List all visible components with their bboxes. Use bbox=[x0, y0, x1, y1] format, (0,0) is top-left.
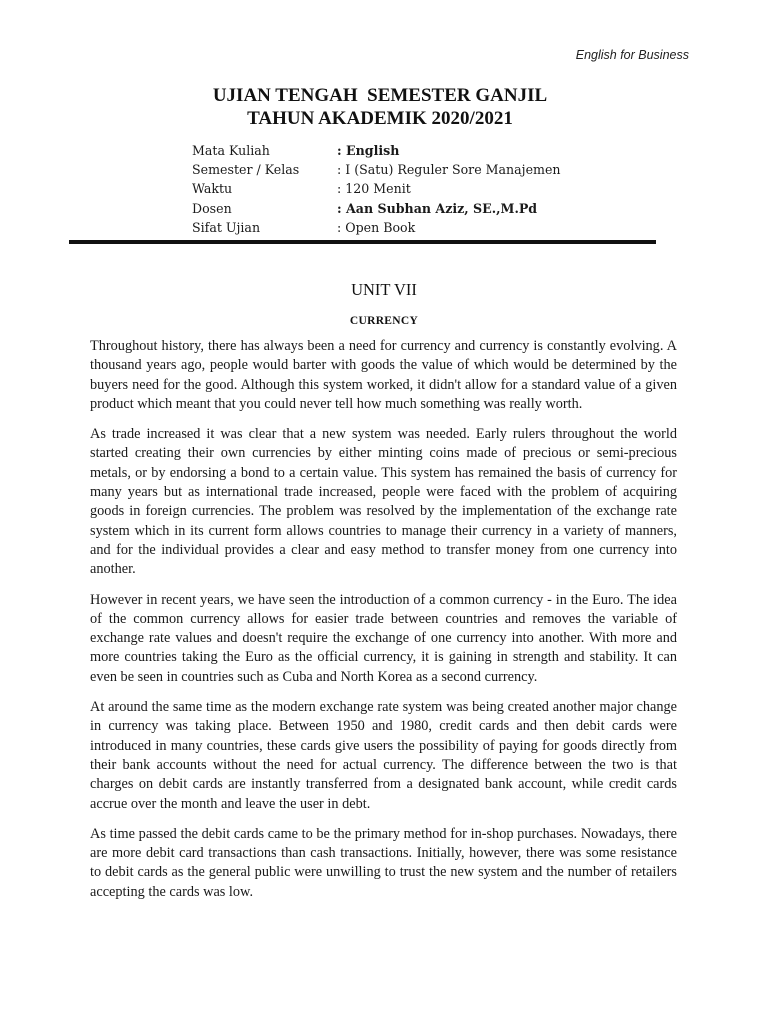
info-row-time bbox=[192, 179, 561, 198]
paragraph: As trade increased it was clear that a new system was needed. Early rulers throughout the world started creating their own currencies by either minting coins made of precious or semi-precious metals, or by endorsing a bond to a certain value. This system has remained the basis of currency for many years but as international trade increased, people were faced with the problem of acquiring goods in foreign currencies. The problem was resolved by the implementation of the exchange rate system which in its current form allows countries to manage their currency in a variety of manners, and for the individual provides a clear and easy method to transfer money from one currency into another. bbox=[90, 426, 677, 578]
info-row-exam-type bbox=[192, 218, 561, 237]
info-label: Sifat Ujian bbox=[192, 219, 261, 235]
info-label: Semester / Kelas bbox=[192, 162, 300, 178]
running-header: English for Business bbox=[575, 48, 689, 62]
info-value: : 120 Menit bbox=[337, 181, 411, 197]
article-body bbox=[90, 337, 677, 913]
info-value: : Aan Subhan Aziz, SE.,M.Pd bbox=[337, 200, 538, 216]
info-row-course bbox=[192, 141, 561, 160]
exam-title-line-1: UJIAN TENGAH SEMESTER GANJIL bbox=[212, 85, 548, 106]
unit-title: UNIT VII bbox=[351, 280, 417, 299]
exam-title-line-2: TAHUN AKADEMIK 2020/2021 bbox=[247, 108, 513, 129]
info-value: : Open Book bbox=[337, 219, 416, 235]
paragraph: At around the same time as the modern exchange rate system was being created another major change in currency was taking place. Between 1950 and 1980, credit cards and then debit cards were introduced in many countries, these cards give users the possibility of paying for goods directly from their bank accounts without the need for actual currency. The difference between the two is that charges on debit cards are instantly transferred from a designated bank account, while credit cards accrue over the month and leave the user in debt. bbox=[90, 699, 677, 812]
info-row-semester bbox=[192, 160, 561, 179]
exam-info-table bbox=[192, 141, 561, 237]
paragraph: As time passed the debit cards came to be the primary method for in-shop purchases. Nowadays, there are more debit card transactions than cash transactions. Initially, however, there was some resistance to debit cards as the general public were unwilling to trust the new system and the number of retailers accepting the cards was low. bbox=[90, 825, 677, 900]
info-value: : I (Satu) Reguler Sore Manajemen bbox=[337, 162, 561, 178]
info-label: Mata Kuliah bbox=[192, 143, 270, 158]
paragraph: However in recent years, we have seen the introduction of a common currency - in the Euro. The idea of the common currency allows for easier trade between countries and removes the variable of exchange rate values and doesn't require the exchange of one currency into another. With more and more countries taking the Euro as the official currency, it is gaining in strength and stability. It can even be seen in countries such as Cuba and North Korea as a second currency. bbox=[90, 591, 677, 685]
exam-title bbox=[0, 84, 760, 130]
info-label: Waktu bbox=[192, 181, 233, 197]
section-title: CURRENCY bbox=[349, 315, 419, 327]
info-label: Dosen bbox=[192, 200, 232, 216]
info-row-lecturer bbox=[192, 199, 561, 218]
paragraph: Throughout history, there has always been a need for currency and currency is constantly evolving. A thousand years ago, people would barter with goods the value of which would be determined by the buyers need for the good. Although this system worked, it didn't allow for a standard value of a given product which meant that you could never tell how much something was really worth. bbox=[90, 338, 677, 412]
header-divider bbox=[69, 240, 656, 244]
info-value: : English bbox=[337, 143, 400, 158]
